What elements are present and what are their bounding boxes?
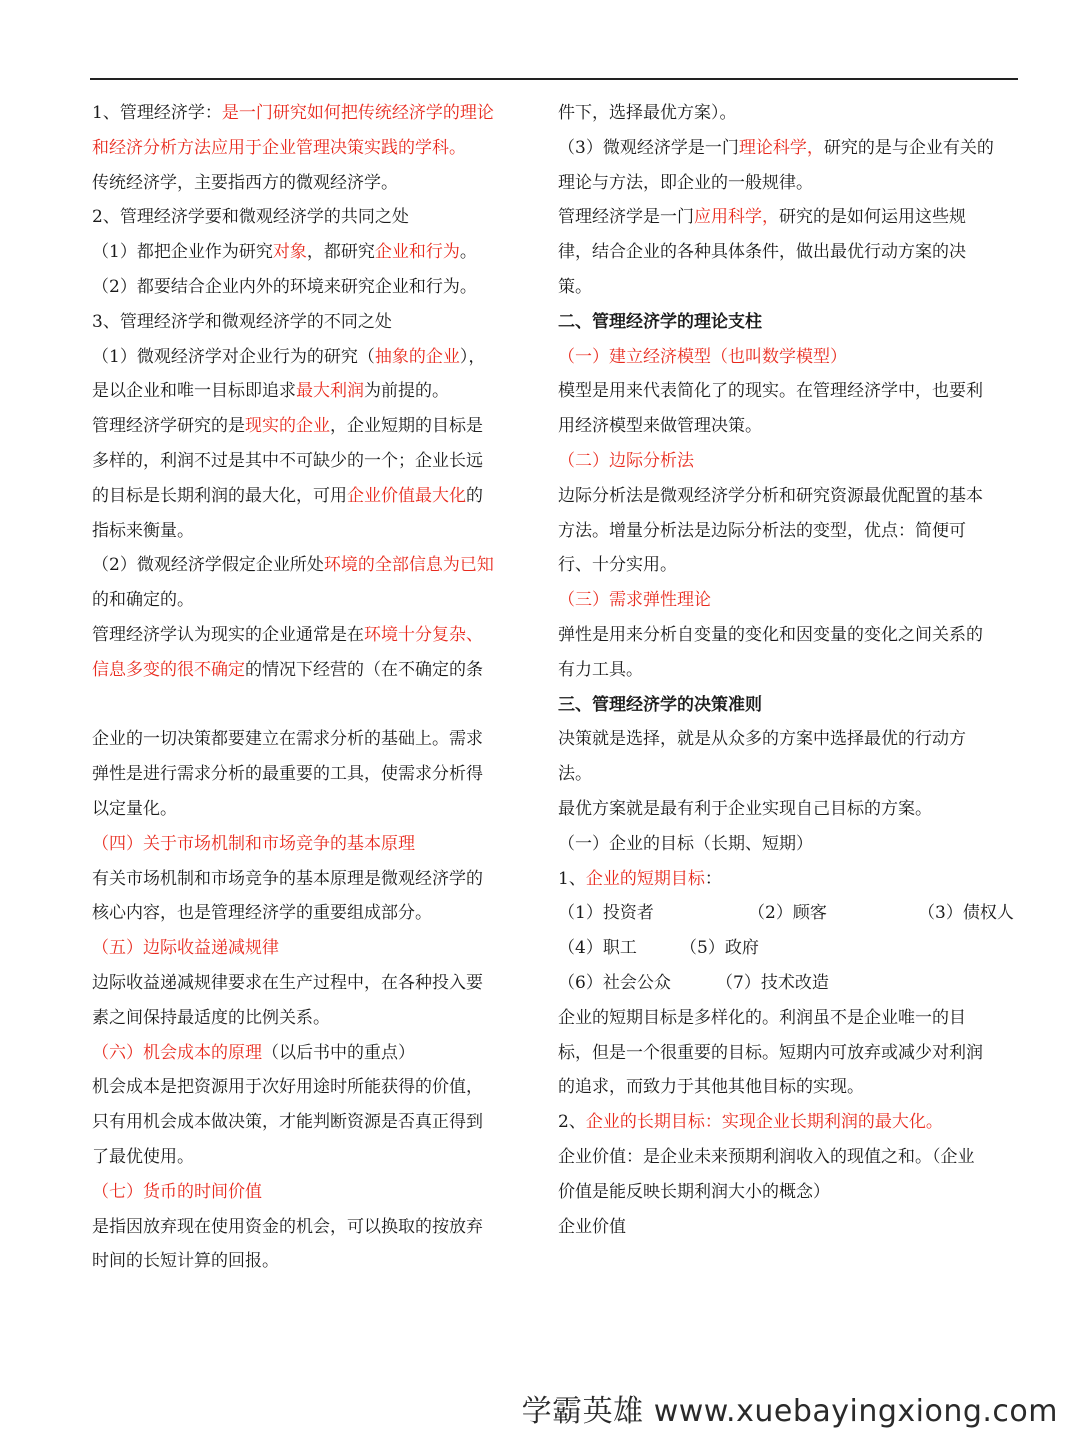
text-segment: （3）债权人	[918, 903, 1014, 924]
header-rule	[90, 78, 1018, 80]
watermark-brand: 学霸英雄	[521, 1394, 644, 1429]
text-segment: 最大利润	[296, 381, 364, 402]
text-segment: 管理经济学认为现实的企业通常是在	[92, 624, 364, 645]
text-line	[92, 931, 520, 966]
text-line	[558, 479, 1020, 514]
text-segment: 抽象的企业	[374, 346, 460, 367]
text-segment: （五）边际收益递减规律	[92, 938, 279, 959]
text-line	[558, 1140, 1020, 1175]
right-column	[558, 96, 1020, 1244]
text-line	[92, 305, 520, 340]
text-segment: 现实的企业	[245, 416, 330, 437]
text-segment: 策。	[558, 276, 592, 297]
text-segment: （2）微观经济学假定企业所处	[92, 555, 324, 576]
text-segment: （七）货币的时间价值	[92, 1181, 262, 1202]
text-segment: （一）建立经济模型（也叫数学模型）	[558, 346, 847, 367]
text-segment: 指标来衡量。	[92, 520, 194, 541]
text-segment: 环境十分复杂、	[364, 624, 483, 645]
text-line	[92, 166, 520, 201]
text-segment: ：	[704, 868, 722, 889]
text-line	[558, 583, 1020, 618]
text-line	[558, 200, 1020, 235]
text-line	[92, 1140, 520, 1175]
text-segment: 2、	[558, 1112, 586, 1133]
text-segment: ），	[459, 346, 486, 367]
text-segment: （2）顾客	[748, 903, 827, 924]
text-segment: （六）机会成本的原理	[92, 1042, 262, 1063]
text-line	[92, 96, 520, 131]
text-line	[558, 722, 1020, 757]
left-column	[92, 96, 520, 1279]
text-line	[558, 931, 1020, 966]
text-segment: 方法。增量分析法是边际分析法的变型，优点：简便可	[558, 520, 966, 541]
text-segment: 和经济分析方法应用于企业管理决策实践的学科。	[92, 137, 466, 158]
text-segment: 件下，选择最优方案）。	[558, 103, 737, 123]
text-segment: 有力工具。	[558, 659, 643, 680]
text-line	[558, 1036, 1020, 1071]
text-line	[92, 270, 520, 305]
text-line	[558, 1105, 1020, 1140]
text-line	[558, 548, 1020, 583]
text-segment: （1）投资者	[558, 903, 654, 924]
text-line	[558, 618, 1020, 653]
text-segment: 行、十分实用。	[558, 555, 677, 576]
text-line	[558, 374, 1020, 409]
text-segment: 企业价值	[558, 1216, 626, 1237]
text-segment: 模型是用来代表简化了的现实。在管理经济学中，也要利	[558, 381, 983, 402]
text-line	[92, 583, 520, 618]
text-segment: 是指因放弃现在使用资金的机会，可以换取的按放弃	[92, 1216, 483, 1237]
text-segment: 管理经济学是一门	[558, 207, 694, 228]
text-segment: （2）都要结合企业内外的环境来研究企业和行为。	[92, 276, 477, 297]
text-segment: 以定量化。	[92, 798, 177, 819]
text-line	[92, 618, 520, 653]
text-line	[558, 653, 1020, 688]
text-segment: 了最优使用。	[92, 1146, 194, 1167]
text-line	[558, 688, 1020, 723]
text-line	[92, 792, 520, 827]
text-segment: 时间的长短计算的回报。	[92, 1251, 279, 1272]
text-segment: 应用科学，	[694, 207, 779, 228]
text-line	[558, 514, 1020, 549]
text-segment: 2、管理经济学要和微观经济学的共同之处	[92, 207, 409, 228]
text-line	[558, 757, 1020, 792]
text-line	[92, 548, 520, 583]
text-segment: 最优方案就是最有利于企业实现自己目标的方案。	[558, 798, 932, 819]
text-line	[92, 409, 520, 444]
text-segment: 机会成本是把资源用于次好用途时所能获得的价值，	[92, 1077, 483, 1098]
text-line	[92, 514, 520, 549]
text-line	[558, 270, 1020, 305]
text-segment: （1）都把企业作为研究	[92, 242, 273, 263]
text-line	[558, 131, 1020, 166]
text-segment: 弹性是用来分析自变量的变化和因变量的变化之间关系的	[558, 624, 983, 645]
text-segment: 用经济模型来做管理决策。	[558, 416, 762, 437]
text-line	[558, 1070, 1020, 1105]
text-line	[92, 896, 520, 931]
text-segment: 传统经济学，主要指西方的微观经济学。	[92, 172, 398, 193]
text-segment: 的和确定的。	[92, 590, 194, 611]
text-segment: 的情况下经营的（在不确定的条	[245, 659, 483, 680]
watermark-footer	[522, 1386, 1058, 1430]
text-segment: 环境的全部信息为已知	[323, 555, 494, 576]
text-line	[92, 688, 520, 723]
text-line	[558, 444, 1020, 479]
text-line	[92, 1070, 520, 1105]
text-line	[92, 1105, 520, 1140]
text-segment: 三、管理经济学的决策准则	[558, 694, 762, 715]
text-line	[92, 1001, 520, 1036]
text-segment: （二）边际分析法	[558, 450, 694, 471]
text-line	[92, 1210, 520, 1245]
text-line	[558, 1175, 1020, 1210]
text-segment: 的目标是长期利润的最大化，可用	[92, 485, 347, 506]
text-segment: 。	[459, 242, 477, 263]
text-segment: 律，结合企业的各种具体条件，做出最优行动方案的决	[558, 242, 966, 263]
text-line	[558, 1001, 1020, 1036]
text-segment: 理论与方法，即企业的一般规律。	[558, 172, 813, 193]
text-line	[92, 722, 520, 757]
text-line	[558, 96, 1020, 131]
text-line	[558, 966, 1020, 1001]
text-line	[558, 862, 1020, 897]
text-line	[558, 827, 1020, 862]
text-line	[92, 1036, 520, 1071]
text-segment: 标，但是一个很重要的目标。短期内可放弃或减少对利润	[558, 1042, 983, 1063]
text-line	[92, 827, 520, 862]
text-segment: （6）社会公众	[558, 972, 671, 993]
text-segment: 边际收益递减规律要求在生产过程中，在各种投入要	[92, 972, 483, 993]
text-line	[92, 1244, 520, 1279]
text-segment: 企业价值最大化	[347, 485, 466, 506]
text-segment: （7）技术改造	[716, 972, 829, 993]
text-segment: 素之间保持最适度的比例关系。	[92, 1007, 330, 1028]
text-segment: 企业的一切决策都要建立在需求分析的基础上。需求	[92, 729, 483, 750]
text-line	[558, 235, 1020, 270]
text-line	[558, 896, 1020, 931]
text-segment: 企业的短期目标是多样化的。利润虽不是企业唯一的目	[558, 1007, 966, 1028]
text-segment: 研究的是如何运用这些规	[779, 207, 966, 228]
text-segment: 企业和行为	[374, 242, 460, 263]
text-segment: 是以企业和唯一目标即追求	[92, 381, 296, 402]
text-segment: 的	[466, 485, 483, 506]
text-segment: （以后书中的重点）	[262, 1042, 415, 1063]
text-line	[92, 131, 520, 166]
text-segment: （5）政府	[680, 938, 759, 959]
text-segment: ，企业短期的目标是	[330, 416, 483, 437]
text-segment: 信息多变的很不确定	[92, 659, 245, 680]
text-line	[558, 409, 1020, 444]
text-segment: （3）微观经济学是一门	[558, 137, 739, 158]
text-line	[92, 200, 520, 235]
text-segment: （4）职工	[558, 938, 637, 959]
text-segment: 法。	[558, 764, 592, 785]
text-segment: 是一门研究如何把传统经济学的理论	[221, 103, 494, 123]
text-line	[558, 340, 1020, 375]
text-segment: 企业价值：是企业未来预期利润收入的现值之和。（企业	[558, 1146, 975, 1167]
text-line	[92, 444, 520, 479]
text-segment: 管理经济学研究的是	[92, 416, 245, 437]
text-line	[92, 1175, 520, 1210]
watermark-url: www.xuebayingxiong.com	[653, 1394, 1058, 1429]
text-segment: 价值是能反映长期利润大小的概念）	[558, 1181, 830, 1202]
text-line	[558, 166, 1020, 201]
text-segment: （1）微观经济学对企业行为的研究（	[92, 346, 375, 367]
text-segment: （一）企业的目标（长期、短期）	[558, 833, 813, 854]
text-segment: 有关市场机制和市场竞争的基本原理是微观经济学的	[92, 868, 483, 889]
text-segment: 只有用机会成本做决策，才能判断资源是否真正得到	[92, 1112, 483, 1133]
text-segment: 3、管理经济学和微观经济学的不同之处	[92, 311, 392, 332]
text-line	[92, 757, 520, 792]
text-segment: 的追求，而致力于其他其他目标的实现。	[558, 1077, 864, 1098]
text-segment: （三）需求弹性理论	[558, 590, 711, 611]
text-line	[92, 653, 520, 688]
text-line	[92, 966, 520, 1001]
text-segment: 1、管理经济学：	[92, 103, 222, 123]
text-segment: 边际分析法是微观经济学分析和研究资源最优配置的基本	[558, 485, 983, 506]
text-segment: 决策就是选择，就是从众多的方案中选择最优的行动方	[558, 729, 966, 750]
text-line	[558, 792, 1020, 827]
text-segment: 企业的短期目标	[585, 868, 705, 889]
text-segment: 多样的，利润不过是其中不可缺少的一个；企业长远	[92, 450, 483, 471]
text-line	[558, 305, 1020, 340]
text-line	[92, 479, 520, 514]
text-segment: （四）关于市场机制和市场竞争的基本原理	[92, 833, 415, 854]
text-segment: 为前提的。	[364, 381, 449, 402]
text-segment: 对象	[272, 242, 307, 263]
text-segment: 理论科学，	[738, 137, 824, 158]
text-segment: 弹性是进行需求分析的最重要的工具，使需求分析得	[92, 764, 483, 785]
text-line	[92, 862, 520, 897]
text-segment: 核心内容，也是管理经济学的重要组成部分。	[92, 903, 432, 924]
text-line	[92, 374, 520, 409]
text-segment: 二、管理经济学的理论支柱	[558, 311, 762, 332]
text-line	[92, 340, 520, 375]
text-segment: ，都研究	[306, 242, 375, 263]
text-line	[92, 235, 520, 270]
text-segment: 1、	[558, 868, 586, 889]
text-line	[558, 1210, 1020, 1245]
text-segment: 企业的长期目标：实现企业长期利润的最大化。	[585, 1112, 943, 1133]
text-segment: 研究的是与企业有关的	[823, 137, 994, 158]
